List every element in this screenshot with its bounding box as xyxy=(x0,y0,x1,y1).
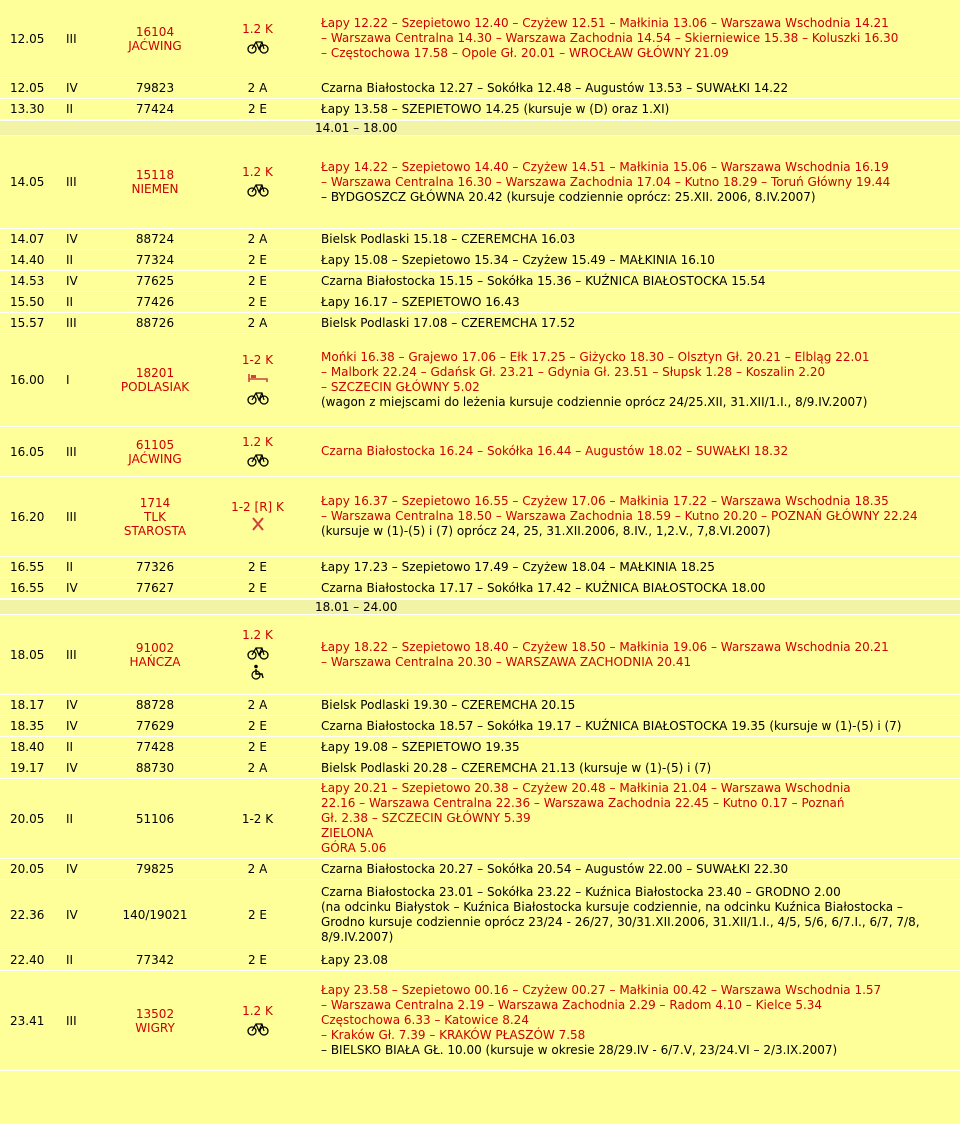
train-id xyxy=(110,99,200,119)
train-row xyxy=(0,880,960,950)
service-code: 1.2 K xyxy=(242,1003,273,1018)
departure-time: 14.05 xyxy=(10,175,45,189)
route-line: Mońki 16.38 – Grajewo 17.06 – Ełk 17.25 – Giżycko 18.30 – Olsztyn Gł. 20.21 – Elbląg 22.01 xyxy=(321,350,870,364)
route xyxy=(315,971,960,1070)
train-row xyxy=(0,950,960,971)
route-line: Łapy 19.08 – SZEPIETOWO 19.35 xyxy=(321,739,520,754)
route xyxy=(315,136,960,228)
train-id xyxy=(110,78,200,98)
time-range-header xyxy=(0,599,960,615)
train-id xyxy=(110,477,200,556)
rest-icon xyxy=(247,516,269,532)
train-id xyxy=(110,136,200,228)
departure-time: 18.05 xyxy=(10,647,45,662)
service-code: 2 E xyxy=(247,274,268,288)
train-class: II xyxy=(66,253,74,267)
train-class: IV xyxy=(66,232,78,246)
train-name: PODLASIAK xyxy=(120,380,190,394)
route-line: Łapy 15.08 – Szepietowo 15.34 – Czyżew 15.49 – MAŁKINIA 16.10 xyxy=(321,252,715,267)
train-number: 1714 xyxy=(139,495,171,510)
route-line: – Warszawa Centralna 16.30 – Warszawa Zachodnia 17.04 – Kutno 18.29 – Toruń Główny 19.44 xyxy=(321,174,891,189)
train-class: IV xyxy=(66,761,78,775)
train-row xyxy=(0,859,960,880)
service-code: 2 A xyxy=(247,862,268,876)
train-id xyxy=(110,950,200,970)
route-line: Łapy 16.37 – Szepietowo 16.55 – Czyżew 17.06 – Małkinia 17.22 – Warszawa Wschodnia 18.35 xyxy=(321,494,889,508)
service-info xyxy=(200,0,315,77)
train-number: 77629 xyxy=(135,719,175,733)
departure-time: 12.05 xyxy=(10,81,45,95)
route xyxy=(315,427,960,476)
route-line: Grodno kursuje codziennie oprócz 23/24 - 26/27, 30/31.XII.2006, 31.XII/1.I., 4/5, 5/6, 6/7.I., 6/7, 7/8, xyxy=(321,914,920,929)
route-line: – BYDGOSZCZ GŁÓWNA 20.42 (kursuje codziennie oprócz: 25.XII. 2006, 8.IV.2007) xyxy=(321,189,816,204)
service-info xyxy=(200,779,315,858)
route-line: Czarna Białostocka 16.24 – Sokółka 16.44 – Augustów 18.02 – SUWAŁKI 18.32 xyxy=(321,444,789,458)
train-name: NIEMEN xyxy=(131,182,179,196)
time-range-label: 18.01 – 24.00 xyxy=(315,600,398,614)
service-info xyxy=(200,971,315,1070)
route-line: Łapy 20.21 – Szepietowo 20.38 – Czyżew 20.48 – Małkinia 21.04 – Warszawa Wschodnia xyxy=(321,781,851,795)
route-line: – SZCZECIN GŁÓWNY 5.02 xyxy=(321,380,480,394)
service-info xyxy=(200,78,315,98)
train-name: HAŃCZA xyxy=(129,654,181,669)
service-code: 1.2 K xyxy=(242,165,273,179)
train-name: WIGRY xyxy=(135,1020,175,1035)
departure-time: 16.20 xyxy=(10,509,45,524)
departure-time: 16.55 xyxy=(10,560,45,574)
route-line: Łapy 16.17 – SZEPIETOWO 16.43 xyxy=(321,294,520,309)
departure-time: 22.40 xyxy=(10,953,45,967)
train-number: 77428 xyxy=(135,740,175,754)
service-code: 2 A xyxy=(247,761,268,775)
train-number: 77424 xyxy=(135,102,175,116)
route xyxy=(315,859,960,879)
train-row xyxy=(0,271,960,292)
service-code: 2 E xyxy=(247,295,268,309)
service-info xyxy=(200,477,315,556)
departure-time: 19.17 xyxy=(10,761,45,775)
train-class: I xyxy=(66,373,70,387)
departure-time: 20.05 xyxy=(10,811,45,826)
train-row xyxy=(0,557,960,578)
time-range-label: 14.01 – 18.00 xyxy=(315,121,398,135)
service-code: 2 E xyxy=(247,560,268,574)
service-info xyxy=(200,695,315,715)
train-name: TLK STAROSTA xyxy=(123,509,187,538)
route xyxy=(315,737,960,757)
service-code: 2 E xyxy=(247,581,268,595)
train-id xyxy=(110,971,200,1070)
train-class: II xyxy=(66,295,74,309)
route-line: 8/9.IV.2007) xyxy=(321,929,394,944)
train-row xyxy=(0,578,960,599)
train-id xyxy=(110,334,200,426)
train-id xyxy=(110,758,200,778)
bike-icon xyxy=(247,181,269,197)
train-id xyxy=(110,557,200,577)
route-line: Bielsk Podlaski 15.18 – CZEREMCHA 16.03 xyxy=(321,231,576,246)
route-line: Łapy 14.22 – Szepietowo 14.40 – Czyżew 14.51 – Małkinia 15.06 – Warszawa Wschodnia 16.19 xyxy=(321,159,889,174)
route-line: Łapy 13.58 – SZEPIETOWO 14.25 (kursuje w (D) oraz 1.XI) xyxy=(321,101,670,116)
service-info xyxy=(200,758,315,778)
train-class: IV xyxy=(66,907,78,922)
train-id xyxy=(110,427,200,476)
train-id xyxy=(110,250,200,270)
train-class: IV xyxy=(66,274,78,288)
route xyxy=(315,250,960,270)
route xyxy=(315,950,960,970)
train-class: II xyxy=(66,560,74,574)
departure-time: 23.41 xyxy=(10,1013,45,1028)
route xyxy=(315,615,960,694)
route-line: Łapy 12.22 – Szepietowo 12.40 – Czyżew 12.51 – Małkinia 13.06 – Warszawa Wschodnia 14.21 xyxy=(321,16,889,30)
train-class: III xyxy=(66,316,77,330)
train-class: III xyxy=(66,31,77,46)
train-class: II xyxy=(66,740,74,754)
route-line: Łapy 23.58 – Szepietowo 00.16 – Czyżew 00.27 – Małkinia 00.42 – Warszawa Wschodnia 1.57 xyxy=(321,983,882,997)
departure-time: 16.55 xyxy=(10,581,45,595)
route-line: – Warszawa Centralna 20.30 – WARSZAWA ZACHODNIA 20.41 xyxy=(321,654,692,669)
train-row xyxy=(0,0,960,78)
route xyxy=(315,758,960,778)
route-line: Czarna Białostocka 17.17 – Sokółka 17.42 – KUŹNICA BIAŁOSTOCKA 18.00 xyxy=(321,580,766,595)
departure-time: 20.05 xyxy=(10,862,45,876)
route xyxy=(315,477,960,556)
train-number: 88730 xyxy=(135,761,175,775)
service-info xyxy=(200,292,315,312)
train-number: 79823 xyxy=(135,81,175,95)
train-row xyxy=(0,292,960,313)
train-id xyxy=(110,313,200,333)
train-id xyxy=(110,229,200,249)
service-code: 1-2 [R] K xyxy=(231,499,284,514)
train-class: II xyxy=(66,102,74,116)
route-line: – Warszawa Centralna 18.50 – Warszawa Zachodnia 18.59 – Kutno 20.20 – POZNAŃ GŁÓWNY 22.24 xyxy=(321,509,918,523)
route xyxy=(315,229,960,249)
service-code: 1.2 K xyxy=(242,627,273,642)
train-class: III xyxy=(66,1013,77,1028)
train-row xyxy=(0,313,960,334)
train-id xyxy=(110,695,200,715)
train-number: 61105 xyxy=(135,437,175,452)
route xyxy=(315,695,960,715)
route-line: – BIELSKO BIAŁA GŁ. 10.00 (kursuje w okresie 28/29.IV - 6/7.V, 23/24.VI – 2/3.IX.2007) xyxy=(321,1043,838,1057)
train-row xyxy=(0,78,960,99)
train-number: 88724 xyxy=(135,232,175,246)
service-code: 2 E xyxy=(247,953,268,967)
departure-time: 16.05 xyxy=(10,444,45,459)
route-line: – Malbork 22.24 – Gdańsk Gł. 23.21 – Gdynia Gł. 23.51 – Słupsk 1.28 – Koszalin 2.20 xyxy=(321,365,826,379)
route-line: – Kraków Gł. 7.39 – KRAKÓW PŁASZÓW 7.58 xyxy=(321,1028,586,1042)
service-info xyxy=(200,578,315,598)
departure-time: 14.40 xyxy=(10,253,45,267)
train-row xyxy=(0,229,960,250)
service-info xyxy=(200,859,315,879)
bike-icon xyxy=(247,644,269,660)
service-code: 2 E xyxy=(247,102,268,116)
train-number: 79825 xyxy=(135,862,175,876)
train-number: 18201 xyxy=(135,366,175,380)
departure-time: 18.40 xyxy=(10,740,45,754)
service-code: 2 A xyxy=(247,698,268,712)
train-id xyxy=(110,859,200,879)
train-class: III xyxy=(66,444,77,459)
train-number: 140/19021 xyxy=(122,907,188,922)
service-code: 2 A xyxy=(247,316,268,330)
service-code: 2 A xyxy=(247,81,268,95)
train-number: 77627 xyxy=(135,581,175,595)
train-number: 77342 xyxy=(135,953,175,967)
train-row xyxy=(0,136,960,229)
wheelchair-icon xyxy=(247,664,269,680)
service-info xyxy=(200,716,315,736)
train-number: 16104 xyxy=(135,24,175,39)
route xyxy=(315,271,960,291)
service-code: 1.2 K xyxy=(242,434,273,449)
train-row xyxy=(0,779,960,859)
route xyxy=(315,880,960,949)
service-code: 2 A xyxy=(247,232,268,246)
train-id xyxy=(110,615,200,694)
train-id xyxy=(110,271,200,291)
train-id xyxy=(110,779,200,858)
service-info xyxy=(200,334,315,426)
departure-time: 16.00 xyxy=(10,373,45,387)
train-id xyxy=(110,737,200,757)
train-id xyxy=(110,292,200,312)
service-code: 1.2 K xyxy=(242,21,273,36)
train-row xyxy=(0,427,960,477)
route xyxy=(315,0,960,77)
train-row xyxy=(0,615,960,695)
route-line: Łapy 17.23 – Szepietowo 17.49 – Czyżew 18.04 – MAŁKINIA 18.25 xyxy=(321,559,715,574)
departure-time: 12.05 xyxy=(10,31,45,46)
service-info xyxy=(200,313,315,333)
service-code: 1-2 K xyxy=(241,811,274,826)
train-class: II xyxy=(66,811,74,826)
departure-time: 15.57 xyxy=(10,316,45,330)
departure-time: 22.36 xyxy=(10,907,45,922)
route-line: – Warszawa Centralna 14.30 – Warszawa Zachodnia 14.54 – Skierniewice 15.38 – Koluszki 16.30 xyxy=(321,31,899,45)
route xyxy=(315,779,960,858)
bike-icon xyxy=(247,1020,269,1036)
service-info xyxy=(200,136,315,228)
train-row xyxy=(0,250,960,271)
service-code: 2 E xyxy=(247,719,268,733)
service-code: 2 E xyxy=(247,253,268,267)
route xyxy=(315,334,960,426)
route-line: – Warszawa Centralna 2.19 – Warszawa Zachodnia 2.29 – Radom 4.10 – Kielce 5.34 xyxy=(321,998,823,1012)
service-info xyxy=(200,427,315,476)
route-line: Częstochowa 6.33 – Katowice 8.24 xyxy=(321,1013,529,1027)
service-info xyxy=(200,950,315,970)
departure-time: 15.50 xyxy=(10,295,45,309)
route xyxy=(315,578,960,598)
departure-time: 14.53 xyxy=(10,274,45,288)
route-line: – Częstochowa 17.58 – Opole Gł. 20.01 – WROCŁAW GŁÓWNY 21.09 xyxy=(321,46,729,60)
train-class: III xyxy=(66,175,77,189)
train-name: JAĆWING xyxy=(128,38,182,53)
service-info xyxy=(200,271,315,291)
bike-icon xyxy=(247,389,269,405)
train-number: 77326 xyxy=(135,560,175,574)
train-row xyxy=(0,334,960,427)
train-row xyxy=(0,99,960,120)
service-info xyxy=(200,250,315,270)
route-line: 22.16 – Warszawa Centralna 22.36 – Warszawa Zachodnia 22.45 – Kutno 0.17 – Poznań xyxy=(321,796,845,810)
train-row xyxy=(0,971,960,1071)
route xyxy=(315,313,960,333)
train-number: 77625 xyxy=(135,274,175,288)
time-range-header xyxy=(0,120,960,136)
route-line: Czarna Białostocka 20.27 – Sokółka 20.54 – Augustów 22.00 – SUWAŁKI 22.30 xyxy=(321,861,789,876)
train-id xyxy=(110,578,200,598)
route-line: ZIELONA xyxy=(321,826,374,840)
route xyxy=(315,716,960,736)
route-line: Bielsk Podlaski 17.08 – CZEREMCHA 17.52 xyxy=(321,315,576,330)
train-id xyxy=(110,0,200,77)
route xyxy=(315,99,960,119)
service-info xyxy=(200,557,315,577)
service-info xyxy=(200,737,315,757)
departure-time: 18.17 xyxy=(10,698,45,712)
route-line: (kursuje w (1)-(5) i (7) oprócz 24, 25, 31.XII.2006, 8.IV., 1,2.V., 7,8.VI.2007) xyxy=(321,524,771,538)
train-number: 51106 xyxy=(135,811,175,826)
route-line: Czarna Białostocka 23.01 – Sokółka 23.22 – Kuźnica Białostocka 23.40 – GRODNO 2.00 xyxy=(321,884,841,899)
train-row xyxy=(0,716,960,737)
route xyxy=(315,78,960,98)
service-code: 2 E xyxy=(247,740,268,754)
route xyxy=(315,292,960,312)
train-class: III xyxy=(66,509,77,524)
train-number: 88726 xyxy=(135,316,175,330)
train-number: 77324 xyxy=(135,253,175,267)
route-line: Czarna Białostocka 12.27 – Sokółka 12.48 – Augustów 13.53 – SUWAŁKI 14.22 xyxy=(321,80,789,95)
train-class: III xyxy=(66,647,77,662)
train-row xyxy=(0,477,960,557)
train-row xyxy=(0,695,960,716)
train-number: 15118 xyxy=(135,168,175,182)
bed-icon xyxy=(247,369,269,385)
train-class: IV xyxy=(66,581,78,595)
route-line: Czarna Białostocka 18.57 – Sokółka 19.17 – KUŹNICA BIAŁOSTOCKA 19.35 (kursuje w (1)-(5) i (7) xyxy=(321,718,902,733)
train-class: IV xyxy=(66,81,78,95)
train-row xyxy=(0,758,960,779)
route-line: GÓRA 5.06 xyxy=(321,841,387,855)
train-class: II xyxy=(66,953,74,967)
train-number: 91002 xyxy=(135,640,175,655)
route-line: (wagon z miejscami do leżenia kursuje codziennie oprócz 24/25.XII, 31.XII/1.I., 8/9.IV.2007) xyxy=(321,395,868,409)
route-line: Bielsk Podlaski 20.28 – CZEREMCHA 21.13 (kursuje w (1)-(5) i (7) xyxy=(321,760,712,775)
train-class: IV xyxy=(66,719,78,733)
route-line: (na odcinku Białystok – Kuźnica Białostocka kursuje codziennie, na odcinku Kuźnica Białostocka – xyxy=(321,899,903,914)
service-info xyxy=(200,99,315,119)
route-line: Łapy 23.08 xyxy=(321,952,388,967)
route-line: Łapy 18.22 – Szepietowo 18.40 – Czyżew 18.50 – Małkinia 19.06 – Warszawa Wschodnia 20.21 xyxy=(321,639,889,654)
route-line: Bielsk Podlaski 19.30 – CZEREMCHA 20.15 xyxy=(321,697,576,712)
train-number: 88728 xyxy=(135,698,175,712)
train-name: JAĆWING xyxy=(128,451,182,466)
train-number: 13502 xyxy=(135,1006,175,1021)
departure-time: 18.35 xyxy=(10,719,45,733)
route-line: Czarna Białostocka 15.15 – Sokółka 15.36 – KUŹNICA BIAŁOSTOCKA 15.54 xyxy=(321,273,766,288)
train-class: IV xyxy=(66,862,78,876)
departure-time: 14.07 xyxy=(10,232,45,246)
service-code: 1-2 K xyxy=(241,353,274,367)
train-id xyxy=(110,880,200,949)
train-row xyxy=(0,737,960,758)
route-line: Gł. 2.38 – SZCZECIN GŁÓWNY 5.39 xyxy=(321,811,531,825)
bike-icon xyxy=(247,38,269,54)
train-id xyxy=(110,716,200,736)
service-info xyxy=(200,615,315,694)
train-class: IV xyxy=(66,698,78,712)
bike-icon xyxy=(247,451,269,467)
service-info xyxy=(200,229,315,249)
service-info xyxy=(200,880,315,949)
train-number: 77426 xyxy=(135,295,175,309)
service-code: 2 E xyxy=(247,907,268,922)
departure-time: 13.30 xyxy=(10,102,45,116)
route xyxy=(315,557,960,577)
